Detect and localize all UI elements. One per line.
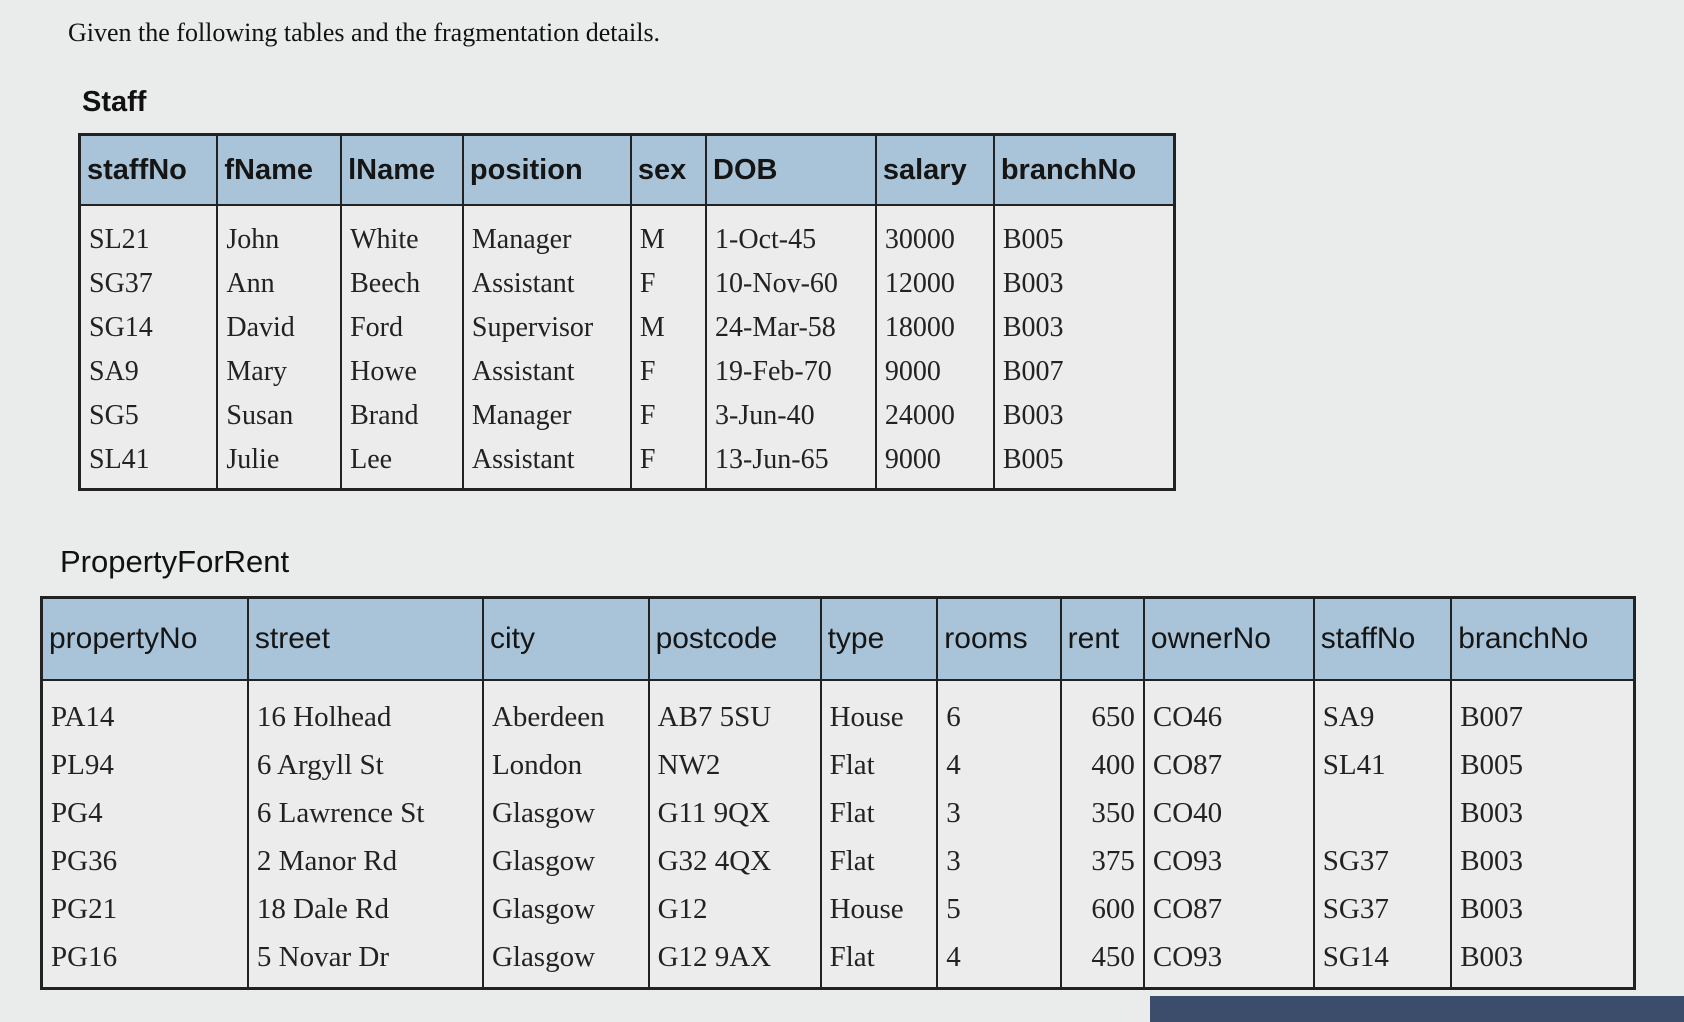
table-cell: 3 — [937, 789, 1060, 837]
table-cell: 12000 — [876, 262, 994, 306]
table-cell: M — [631, 205, 706, 262]
table-cell: PA14 — [42, 680, 248, 741]
table-cell: 350 — [1061, 789, 1144, 837]
property-col-postcode: postcode — [649, 598, 821, 681]
table-cell: G32 4QX — [649, 837, 821, 885]
staff-col-lname: lName — [341, 135, 463, 206]
property-table-title: PropertyForRent — [60, 544, 290, 579]
table-cell: B007 — [994, 350, 1175, 394]
table-cell: CO87 — [1144, 741, 1314, 789]
property-col-ownerno: ownerNo — [1144, 598, 1314, 681]
table-cell: Brand — [341, 394, 463, 438]
table-row — [80, 306, 1175, 350]
table-cell: 650 — [1061, 680, 1144, 741]
table-cell: Manager — [463, 205, 631, 262]
table-cell: CO46 — [1144, 680, 1314, 741]
table-cell: Beech — [341, 262, 463, 306]
table-cell: SA9 — [1314, 680, 1451, 741]
table-cell: CO87 — [1144, 885, 1314, 933]
table-cell: PG21 — [42, 885, 248, 933]
table-cell: CO93 — [1144, 933, 1314, 989]
table-cell: NW2 — [649, 741, 821, 789]
table-cell: 6 Argyll St — [248, 741, 483, 789]
table-row — [80, 394, 1175, 438]
table-cell: Susan — [217, 394, 341, 438]
table-cell: 18 Dale Rd — [248, 885, 483, 933]
table-cell: 24000 — [876, 394, 994, 438]
table-cell: 3 — [937, 837, 1060, 885]
table-cell: F — [631, 262, 706, 306]
property-for-rent-table — [40, 596, 1636, 990]
screen-edge-strip — [1150, 996, 1684, 1022]
table-cell: B003 — [994, 394, 1175, 438]
staff-col-branchno: branchNo — [994, 135, 1175, 206]
table-cell: B005 — [994, 205, 1175, 262]
intro-text: Given the following tables and the fragmentation details. — [68, 18, 661, 47]
property-col-rooms: rooms — [937, 598, 1060, 681]
table-cell: B003 — [1451, 885, 1634, 933]
table-cell: House — [821, 885, 938, 933]
table-cell: SA9 — [80, 350, 218, 394]
table-cell: 5 Novar Dr — [248, 933, 483, 989]
table-cell: Supervisor — [463, 306, 631, 350]
table-cell: Ann — [217, 262, 341, 306]
table-cell: 19-Feb-70 — [706, 350, 876, 394]
table-cell: 375 — [1061, 837, 1144, 885]
table-cell: London — [483, 741, 649, 789]
table-cell: F — [631, 438, 706, 490]
table-cell: Ford — [341, 306, 463, 350]
table-cell: B003 — [1451, 789, 1634, 837]
table-cell — [1314, 789, 1451, 837]
staff-col-position: position — [463, 135, 631, 206]
table-cell: Glasgow — [483, 837, 649, 885]
table-cell: B007 — [1451, 680, 1634, 741]
table-cell: 400 — [1061, 741, 1144, 789]
property-col-staffno: staffNo — [1314, 598, 1451, 681]
table-cell: Flat — [821, 837, 938, 885]
table-row — [80, 350, 1175, 394]
table-cell: Flat — [821, 933, 938, 989]
table-cell: G12 9AX — [649, 933, 821, 989]
table-cell: 9000 — [876, 350, 994, 394]
table-cell: B003 — [994, 306, 1175, 350]
table-cell: 3-Jun-40 — [706, 394, 876, 438]
table-cell: CO40 — [1144, 789, 1314, 837]
table-cell: 2 Manor Rd — [248, 837, 483, 885]
table-cell: B003 — [1451, 933, 1634, 989]
staff-col-fname: fName — [217, 135, 341, 206]
table-row — [80, 438, 1175, 490]
table-cell: B005 — [1451, 741, 1634, 789]
table-cell: 6 — [937, 680, 1060, 741]
table-cell: SG37 — [80, 262, 218, 306]
table-cell: CO93 — [1144, 837, 1314, 885]
table-cell: PG4 — [42, 789, 248, 837]
table-cell: SG14 — [80, 306, 218, 350]
table-cell: SG14 — [1314, 933, 1451, 989]
table-row — [42, 680, 1635, 741]
table-cell: 16 Holhead — [248, 680, 483, 741]
table-cell: 6 Lawrence St — [248, 789, 483, 837]
table-cell: Mary — [217, 350, 341, 394]
property-col-rent: rent — [1061, 598, 1144, 681]
staff-table-title: Staff — [82, 86, 147, 118]
table-cell: 600 — [1061, 885, 1144, 933]
table-row — [42, 789, 1635, 837]
table-row — [42, 885, 1635, 933]
table-cell: AB7 5SU — [649, 680, 821, 741]
table-cell: 5 — [937, 885, 1060, 933]
table-cell: PG16 — [42, 933, 248, 989]
table-cell: G12 — [649, 885, 821, 933]
table-cell: F — [631, 394, 706, 438]
table-cell: PG36 — [42, 837, 248, 885]
table-cell: Assistant — [463, 350, 631, 394]
table-cell: M — [631, 306, 706, 350]
table-cell: B003 — [994, 262, 1175, 306]
property-col-street: street — [248, 598, 483, 681]
table-row — [80, 262, 1175, 306]
table-cell: B005 — [994, 438, 1175, 490]
table-cell: G11 9QX — [649, 789, 821, 837]
table-cell: SG37 — [1314, 837, 1451, 885]
staff-col-dob: DOB — [706, 135, 876, 206]
table-cell: SG37 — [1314, 885, 1451, 933]
property-col-city: city — [483, 598, 649, 681]
table-cell: SL21 — [80, 205, 218, 262]
table-cell: Aberdeen — [483, 680, 649, 741]
table-cell: John — [217, 205, 341, 262]
table-cell: Manager — [463, 394, 631, 438]
table-cell: Glasgow — [483, 933, 649, 989]
table-cell: 30000 — [876, 205, 994, 262]
table-cell: Glasgow — [483, 789, 649, 837]
table-cell: 18000 — [876, 306, 994, 350]
table-cell: SL41 — [80, 438, 218, 490]
table-cell: Assistant — [463, 438, 631, 490]
table-cell: Julie — [217, 438, 341, 490]
table-cell: 4 — [937, 741, 1060, 789]
table-cell: Lee — [341, 438, 463, 490]
table-cell: Assistant — [463, 262, 631, 306]
staff-col-salary: salary — [876, 135, 994, 206]
staff-table — [78, 133, 1176, 491]
table-cell: House — [821, 680, 938, 741]
table-row — [42, 741, 1635, 789]
table-cell: 13-Jun-65 — [706, 438, 876, 490]
table-cell: 10-Nov-60 — [706, 262, 876, 306]
table-cell: SG5 — [80, 394, 218, 438]
property-header-row — [42, 598, 1635, 681]
table-cell: Howe — [341, 350, 463, 394]
staff-header-row — [80, 135, 1175, 206]
table-row — [80, 205, 1175, 262]
table-cell: White — [341, 205, 463, 262]
table-cell: 24-Mar-58 — [706, 306, 876, 350]
table-cell: 450 — [1061, 933, 1144, 989]
staff-col-sex: sex — [631, 135, 706, 206]
table-cell: Flat — [821, 789, 938, 837]
table-cell: SL41 — [1314, 741, 1451, 789]
table-cell: PL94 — [42, 741, 248, 789]
table-cell: Flat — [821, 741, 938, 789]
staff-col-staffno: staffNo — [80, 135, 218, 206]
table-cell: David — [217, 306, 341, 350]
table-cell: 4 — [937, 933, 1060, 989]
table-cell: F — [631, 350, 706, 394]
property-col-branchno: branchNo — [1451, 598, 1634, 681]
table-row — [42, 933, 1635, 989]
table-cell: 9000 — [876, 438, 994, 490]
table-cell: B003 — [1451, 837, 1634, 885]
table-cell: Glasgow — [483, 885, 649, 933]
table-row — [42, 837, 1635, 885]
property-col-type: type — [821, 598, 938, 681]
property-col-propertyno: propertyNo — [42, 598, 248, 681]
table-cell: 1-Oct-45 — [706, 205, 876, 262]
